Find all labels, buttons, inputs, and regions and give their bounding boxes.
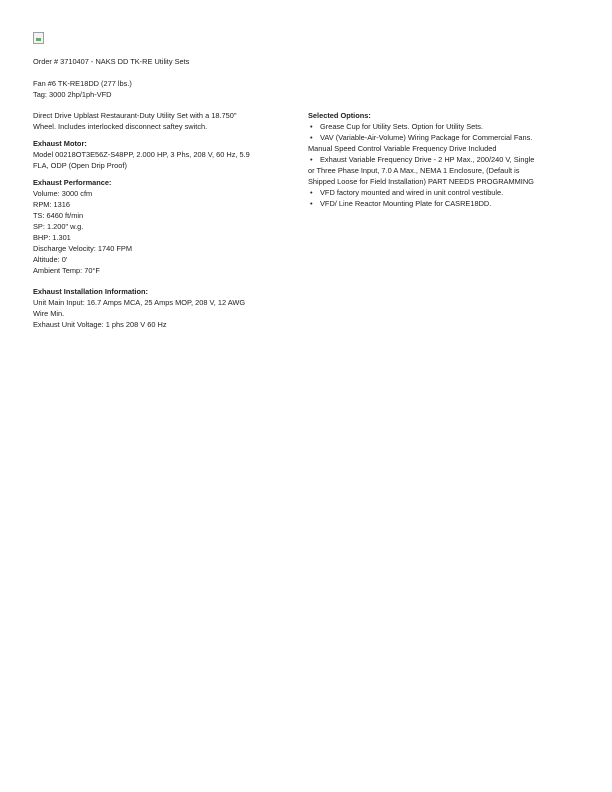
selected-options-heading: Selected Options: [308,111,371,120]
installation-line: Wire Min. [33,309,65,318]
list-item: • VFD factory mounted and wired in unit control vestibule. [308,187,563,198]
options-list [308,187,563,209]
broken-image-icon [33,32,44,44]
tag-line: Tag: 3000 2hp/1ph-VFD [33,90,112,99]
exhaust-performance-heading: Exhaust Performance: [33,178,112,187]
left-column [33,110,278,330]
installation-line: Exhaust Unit Voltage: 1 phs 208 V 60 Hz [33,320,167,329]
order-line: Order # 3710407 - NAKS DD TK-RE Utility Sets [33,57,190,66]
performance-line: Ambient Temp: 70°F [33,266,100,275]
exhaust-installation-heading: Exhaust Installation Information: [33,287,148,296]
motor-line: Model 00218OT3E56Z-S48PP, 2.000 HP, 3 Phs, 208 V, 60 Hz, 5.9 [33,150,250,159]
list-item: • VFD/ Line Reactor Mounting Plate for CASRE18DD. [308,198,563,209]
right-column [308,110,563,209]
description-line: Wheel. Includes interlocked disconnect saftey switch. [33,122,208,131]
list-item: • Exhaust Variable Frequency Drive - 2 HP Max., 200/240 V, Single [308,154,563,165]
performance-line: RPM: 1316 [33,200,70,209]
performance-line: Volume: 3000 cfm [33,189,93,198]
installation-line: Unit Main Input: 16.7 Amps MCA, 25 Amps MOP, 208 V, 12 AWG [33,298,246,307]
option-continuation: Shipped Loose for Field Installation) PART NEEDS PROGRAMMING [308,177,534,186]
list-item: • Grease Cup for Utility Sets. Option for Utility Sets. [308,121,563,132]
performance-line: TS: 6460 ft/min [33,211,84,220]
fan-line: Fan #6 TK-RE18DD (277 lbs.) [33,79,132,88]
performance-line: BHP: 1.301 [33,233,71,242]
performance-line: Altitude: 0' [33,255,68,264]
option-continuation: or Three Phase Input, 7.0 A Max., NEMA 1 Enclosure, (Default is [308,166,520,175]
list-item: • VAV (Variable-Air-Volume) Wiring Package for Commercial Fans. [308,132,563,143]
option-continuation: Manual Speed Control Variable Frequency Drive Included [308,144,497,153]
motor-line: FLA, ODP (Open Drip Proof) [33,161,127,170]
options-list [308,121,563,143]
options-list [308,154,563,165]
exhaust-motor-heading: Exhaust Motor: [33,139,87,148]
performance-line: Discharge Velocity: 1740 FPM [33,244,132,253]
description-line: Direct Drive Upblast Restaurant-Duty Utility Set with a 18.750" [33,111,237,120]
performance-line: SP: 1.200" w.g. [33,222,84,231]
